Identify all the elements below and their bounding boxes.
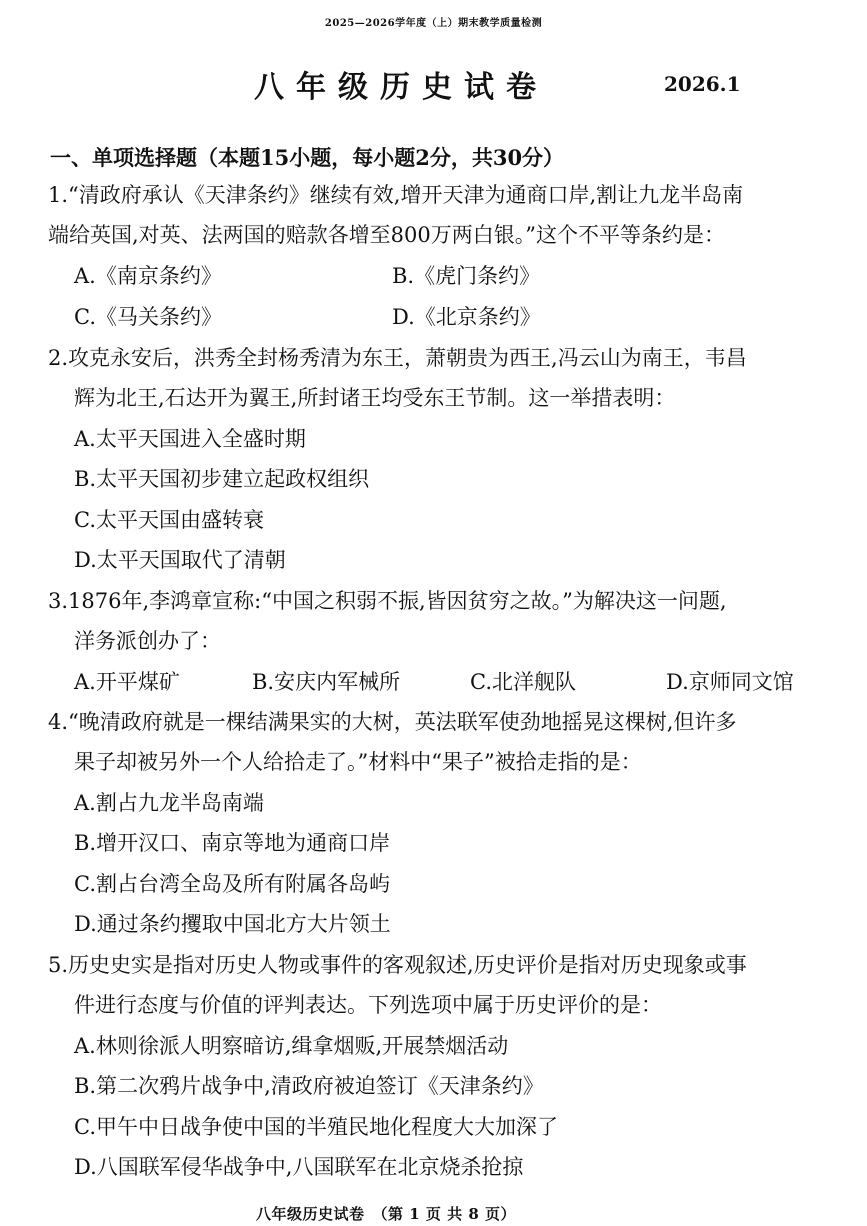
question-5-option-d: D.八国联军侵华战争中,八国联军在北京烧杀抢掠 [74, 1155, 524, 1179]
question-1-option-b: B.《虎门条约》 [392, 264, 541, 288]
question-4-option-c: C.割占台湾全岛及所有附属各岛屿 [74, 872, 390, 896]
question-2-option-a: A.太平天国进入全盛时期 [74, 427, 306, 451]
question-2-option-b: B.太平天国初步建立起政权组织 [74, 467, 370, 491]
question-5-line-2: 件进行态度与价值的评判表达。下列选项中属于历史评价的是： [74, 993, 662, 1017]
question-3-option-d: D.京师同文馆 [666, 670, 794, 694]
question-4-option-b: B.增开汉口、南京等地为通商口岸 [74, 831, 391, 855]
exam-subtitle: 八年级历史试卷 [254, 70, 548, 105]
page-footer: 八年级历史试卷 （第 1 页 共 8 页） [256, 1205, 516, 1223]
question-1-option-d: D.《北京条约》 [392, 305, 541, 329]
question-1-line-1: 1.“清政府承认《天津条约》继续有效,增开天津为通商口岸,割让九龙半岛南 [48, 183, 744, 207]
question-2-line-2: 辉为北王,石达开为翼王,所封诸王均受东王节制。这一举措表明： [74, 386, 676, 410]
exam-date: 2026.1 [664, 72, 741, 96]
question-4-line-1: 4.“晚清政府就是一棵结满果实的大树，英法联军使劲地摇晃这棵树,但许多 [48, 710, 737, 734]
question-4-option-d: D.通过条约攫取中国北方大片领土 [74, 912, 391, 936]
subtitle-row [0, 62, 867, 106]
question-3-option-a: A.开平煤矿 [74, 670, 180, 694]
question-2-line-1: 2.攻克永安后，洪秀全封杨秀清为东王，萧朝贵为西王,冯云山为南王，韦昌 [48, 346, 747, 370]
question-5-option-b: B.第二次鸦片战争中,清政府被迫签订《天津条约》 [74, 1074, 544, 1098]
question-1-line-2: 端给英国,对英、法两国的赔款各增至800万两白银。”这个不平等条约是： [48, 223, 725, 247]
question-5-option-a: A.林则徐派人明察暗访,缉拿烟贩,开展禁烟活动 [74, 1034, 509, 1058]
exam-title: 2025—2026学年度（上）期末教学质量检测 [324, 18, 543, 29]
question-3-line-1: 3.1876年,李鸿章宣称:“中国之积弱不振,皆因贫穷之故。”为解决这一问题, [48, 589, 727, 613]
question-5-option-c: C.甲午中日战争使中国的半殖民地化程度大大加深了 [74, 1115, 558, 1139]
question-3-option-b: B.安庆内军械所 [252, 670, 401, 694]
question-1-option-a: A.《南京条约》 [74, 264, 222, 288]
question-2-option-c: C.太平天国由盛转衰 [74, 508, 264, 532]
question-3-line-2: 洋务派创办了： [74, 629, 221, 653]
question-3-option-c: C.北洋舰队 [470, 670, 576, 694]
section-heading: 一、单项选择题（本题15小题，每小题2分，共30分） [50, 145, 565, 170]
question-5-line-1: 5.历史史实是指对历史人物或事件的客观叙述,历史评价是指对历史现象或事 [48, 953, 747, 977]
question-1-option-c: C.《马关条约》 [74, 305, 222, 329]
question-4-option-a: A.割占九龙半岛南端 [74, 791, 264, 815]
question-2-option-d: D.太平天国取代了清朝 [74, 548, 286, 572]
question-4-line-2: 果子却被另外一个人给拾走了。”材料中“果子”被拾走指的是： [74, 750, 642, 774]
